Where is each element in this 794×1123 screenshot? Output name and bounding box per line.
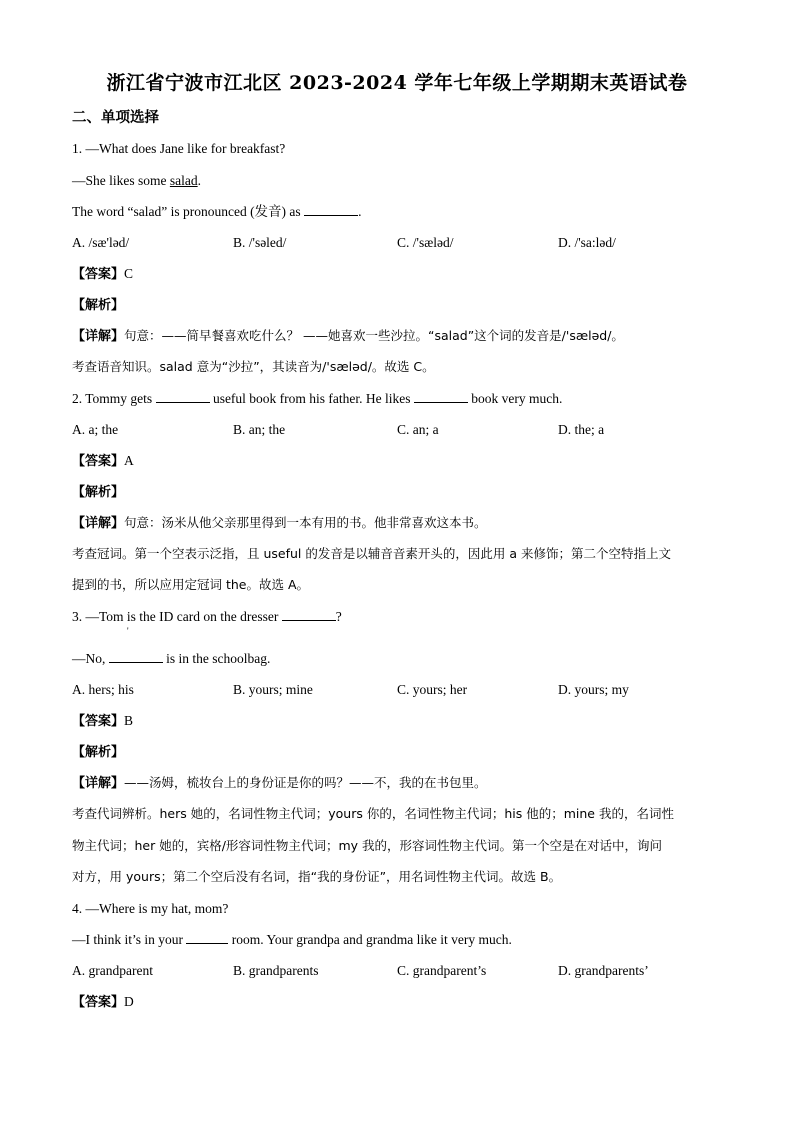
option-a: A. hers; his <box>72 682 134 697</box>
q2-detail: 【详解】句意：汤米从他父亲那里得到一本有用的书。他非常喜欢这本书。 <box>72 515 487 531</box>
option-c: C. /'sæləd/ <box>397 235 454 250</box>
answer-blank <box>414 390 468 403</box>
q1-dialogue: —She likes some salad. <box>72 173 201 188</box>
option-d: D. the; a <box>558 422 605 437</box>
option-d: D. /'sa:ləd/ <box>558 235 616 250</box>
q1-underlined-word: salad <box>169 173 198 188</box>
answer-blank <box>109 650 163 663</box>
q1-question: 1. —What does Jane like for breakfast? <box>72 141 286 156</box>
option-a: A. /sæ'ləd/ <box>72 235 130 250</box>
option-c: C. an; a <box>397 422 439 437</box>
q3-explanation-1: 考查代词辨析。hers 她的，名词性物主代词；yours 你的，名词性物主代词；his 他的；mine 我的，名词性 <box>72 806 674 821</box>
q3-dialogue: —No, is in the schoolbag. <box>72 651 271 666</box>
answer-blank <box>156 390 210 403</box>
q3-answer: 【答案】B <box>72 713 134 729</box>
option-d: D. yours; my <box>558 682 629 697</box>
q1-detail: 【详解】句意：——简早餐喜欢吃什么？ ——她喜欢一些沙拉。“salad”这个词的发音是/'sæləd/。 <box>72 328 624 344</box>
q2-explanation-1: 考查冠词。第一个空表示泛指，且 useful 的发音是以辅音音素开头的，因此用 a 来修饰；第二个空特指上文 <box>72 546 671 561</box>
q4-options <box>72 962 732 980</box>
option-c: C. yours; her <box>397 682 468 697</box>
option-c: C. grandparent’s <box>397 963 487 978</box>
q3-question: 3. —Tom is the ID card on the dresser ? <box>72 609 342 624</box>
option-a: A. grandparent <box>72 963 153 978</box>
q1-prompt: The word “salad” is pronounced (发音) as . <box>72 204 362 219</box>
q4-question: 4. —Where is my hat, mom? <box>72 901 229 916</box>
q3-analysis-label: 【解析】 <box>72 745 125 760</box>
answer-blank <box>186 931 228 944</box>
q4-dialogue: —I think it’s in your room. Your grandpa and grandma like it very much. <box>72 932 512 947</box>
section-heading: 二、单项选择 <box>72 110 159 126</box>
q2-answer: 【答案】A <box>72 453 134 469</box>
q3-explanation-3: 对方，用 yours；第二个空后没有名词，指“我的身份证”，用名词性物主代词。故选 B。 <box>72 869 562 884</box>
q2-options <box>72 421 732 439</box>
answer-blank <box>282 608 336 621</box>
option-b: B. grandparents <box>233 963 319 978</box>
option-b: B. /'səled/ <box>233 235 287 250</box>
q2-explanation-2: 提到的书，所以应用定冠词 the。故选 A。 <box>72 577 310 592</box>
option-a: A. a; the <box>72 422 119 437</box>
q1-explanation: 考查语音知识。salad 意为“沙拉”，其读音为/'sæləd/。故选 C。 <box>72 359 435 374</box>
option-d: D. grandparents’ <box>558 963 649 978</box>
option-b: B. yours; mine <box>233 682 313 697</box>
option-b: B. an; the <box>233 422 286 437</box>
q3-explanation-2: 物主代词；her 她的，宾格/形容词性物主代词；my 我的，形容词性物主代词。第一个空是在对话中，询问 <box>72 838 662 853</box>
q2-question: 2. Tommy gets useful book from his father. He likes book very much. <box>72 391 563 406</box>
q3-options <box>72 681 732 699</box>
q1-options <box>72 234 732 252</box>
q4-answer: 【答案】D <box>72 994 134 1010</box>
q2-analysis-label: 【解析】 <box>72 485 125 500</box>
q3-detail: 【详解】——汤姆，梳妆台上的身份证是你的吗？——不，我的在书包里。 <box>72 775 487 791</box>
q1-answer: 【答案】C <box>72 266 134 282</box>
q1-analysis-label: 【解析】 <box>72 298 125 313</box>
apostrophe-mark: ' <box>127 626 129 636</box>
page-title: 浙江省宁波市江北区 2023-2024 学年七年级上学期期末英语试卷 <box>106 72 688 94</box>
answer-blank <box>304 203 358 216</box>
